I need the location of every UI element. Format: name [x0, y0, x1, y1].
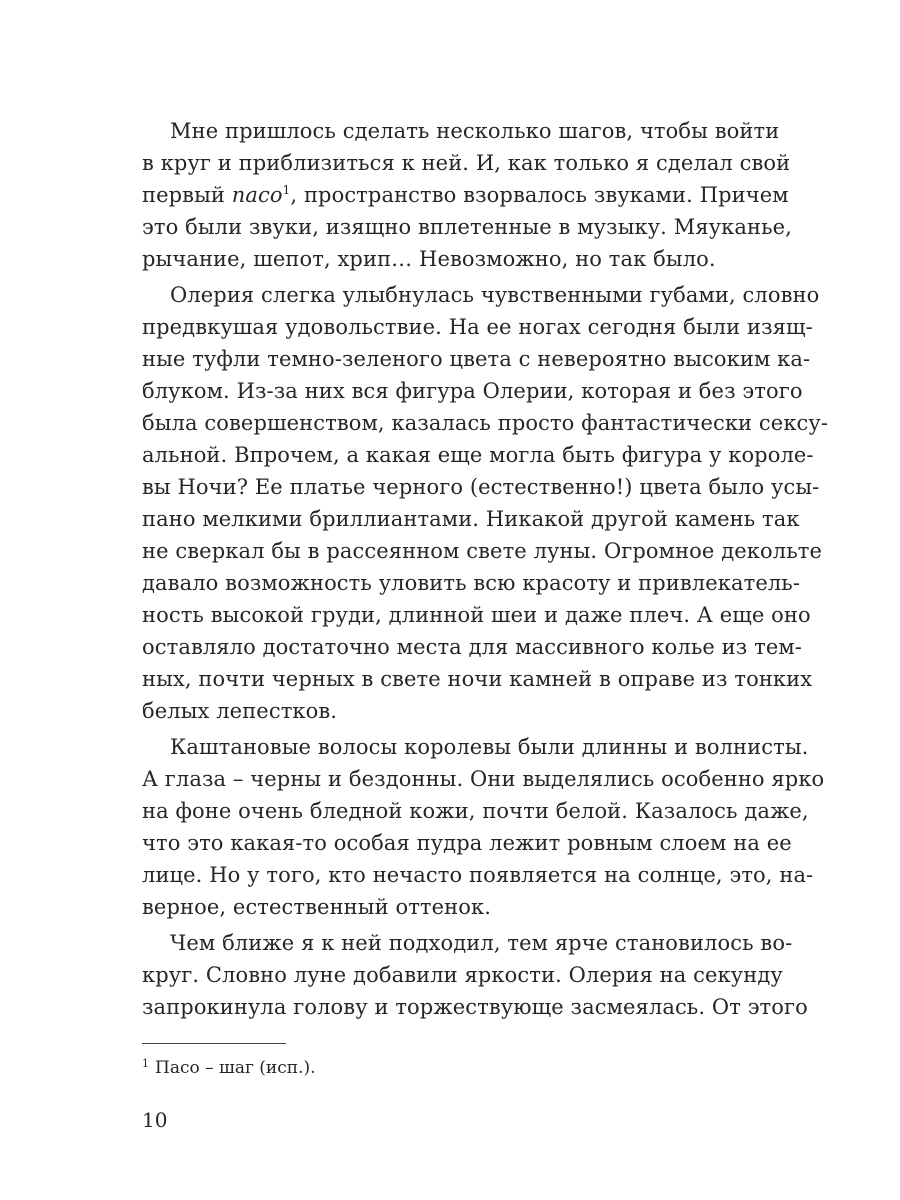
text-line: белых лепестков.: [142, 699, 338, 723]
footnote-mark: 1: [142, 1057, 149, 1070]
text-line: оставляло достаточно места для массивного колье из тем-: [142, 635, 802, 659]
text-line: предвкушая удовольствие. На ее ногах сегодня были изящ-: [142, 315, 813, 339]
footnote-divider: [142, 1043, 286, 1044]
text-line: давало возможность уловить всю красоту и привлекатель-: [142, 571, 801, 595]
page-number: 10: [142, 1108, 168, 1132]
text-line: Олерия слегка улыбнулась чувственными губами, словно: [170, 283, 820, 307]
text-line: вы Ночи? Ее платье черного (естественно!) цвета было усы-: [142, 475, 820, 499]
text-line: ных, почти черных в свете ночи камней в оправе из тонких: [142, 667, 813, 691]
text-line: А глаза – черны и бездонны. Они выделялись особенно ярко: [142, 767, 825, 791]
text-line: альной. Впрочем, а какая еще могла быть фигура у короле-: [142, 443, 814, 467]
text-line: не сверкал бы в рассеянном свете луны. Огромное декольте: [142, 539, 822, 563]
text-segment: , пространство взорвалось звуками. Причем: [290, 183, 789, 207]
text-line: лице. Но у того, кто нечасто появляется на солнце, это, на-: [142, 863, 814, 887]
text-line: [142, 178, 789, 212]
text-line: Каштановые волосы королевы были длинны и волнисты.: [170, 735, 809, 759]
text-line: Мне пришлось сделать несколько шагов, чтобы войти: [170, 119, 780, 143]
text-line: верное, естественный оттенок.: [142, 895, 491, 919]
text-line: ность высокой груди, длинной шеи и даже плеч. А еще оно: [142, 603, 811, 627]
footnote-text: Пасо – шаг (исп.).: [155, 1058, 316, 1078]
text-line: запрокинула голову и торжествующе засмеялась. От этого: [142, 995, 808, 1019]
footnote: [142, 1056, 316, 1080]
text-segment: первый: [142, 183, 232, 207]
text-line: в круг и приблизиться к ней. И, как только я сделал свой: [142, 151, 791, 175]
text-line: Чем ближе я к ней подходил, тем ярче становилось во-: [170, 931, 793, 955]
text-line: это были звуки, изящно вплетенные в музыку. Мяуканье,: [142, 215, 792, 239]
text-line: пано мелкими бриллиантами. Никакой другой камень так: [142, 507, 800, 531]
text-line: рычание, шепот, хрип… Невозможно, но так было.: [142, 247, 716, 271]
italic-word: пасо: [231, 183, 283, 207]
text-line: на фоне очень бледной кожи, почти белой. Казалось даже,: [142, 799, 809, 823]
footnote-reference: 1: [282, 183, 291, 197]
text-line: была совершенством, казалась просто фантастически сексу-: [142, 411, 829, 435]
text-line: ные туфли темно-зеленого цвета с невероятно высоким ка-: [142, 347, 811, 371]
text-line: круг. Словно луне добавили яркости. Олерия на секунду: [142, 963, 783, 987]
text-line: что это какая-то особая пудра лежит ровным слоем на ее: [142, 831, 792, 855]
text-line: блуком. Из-за них вся фигура Олерии, которая и без этого: [142, 379, 803, 403]
